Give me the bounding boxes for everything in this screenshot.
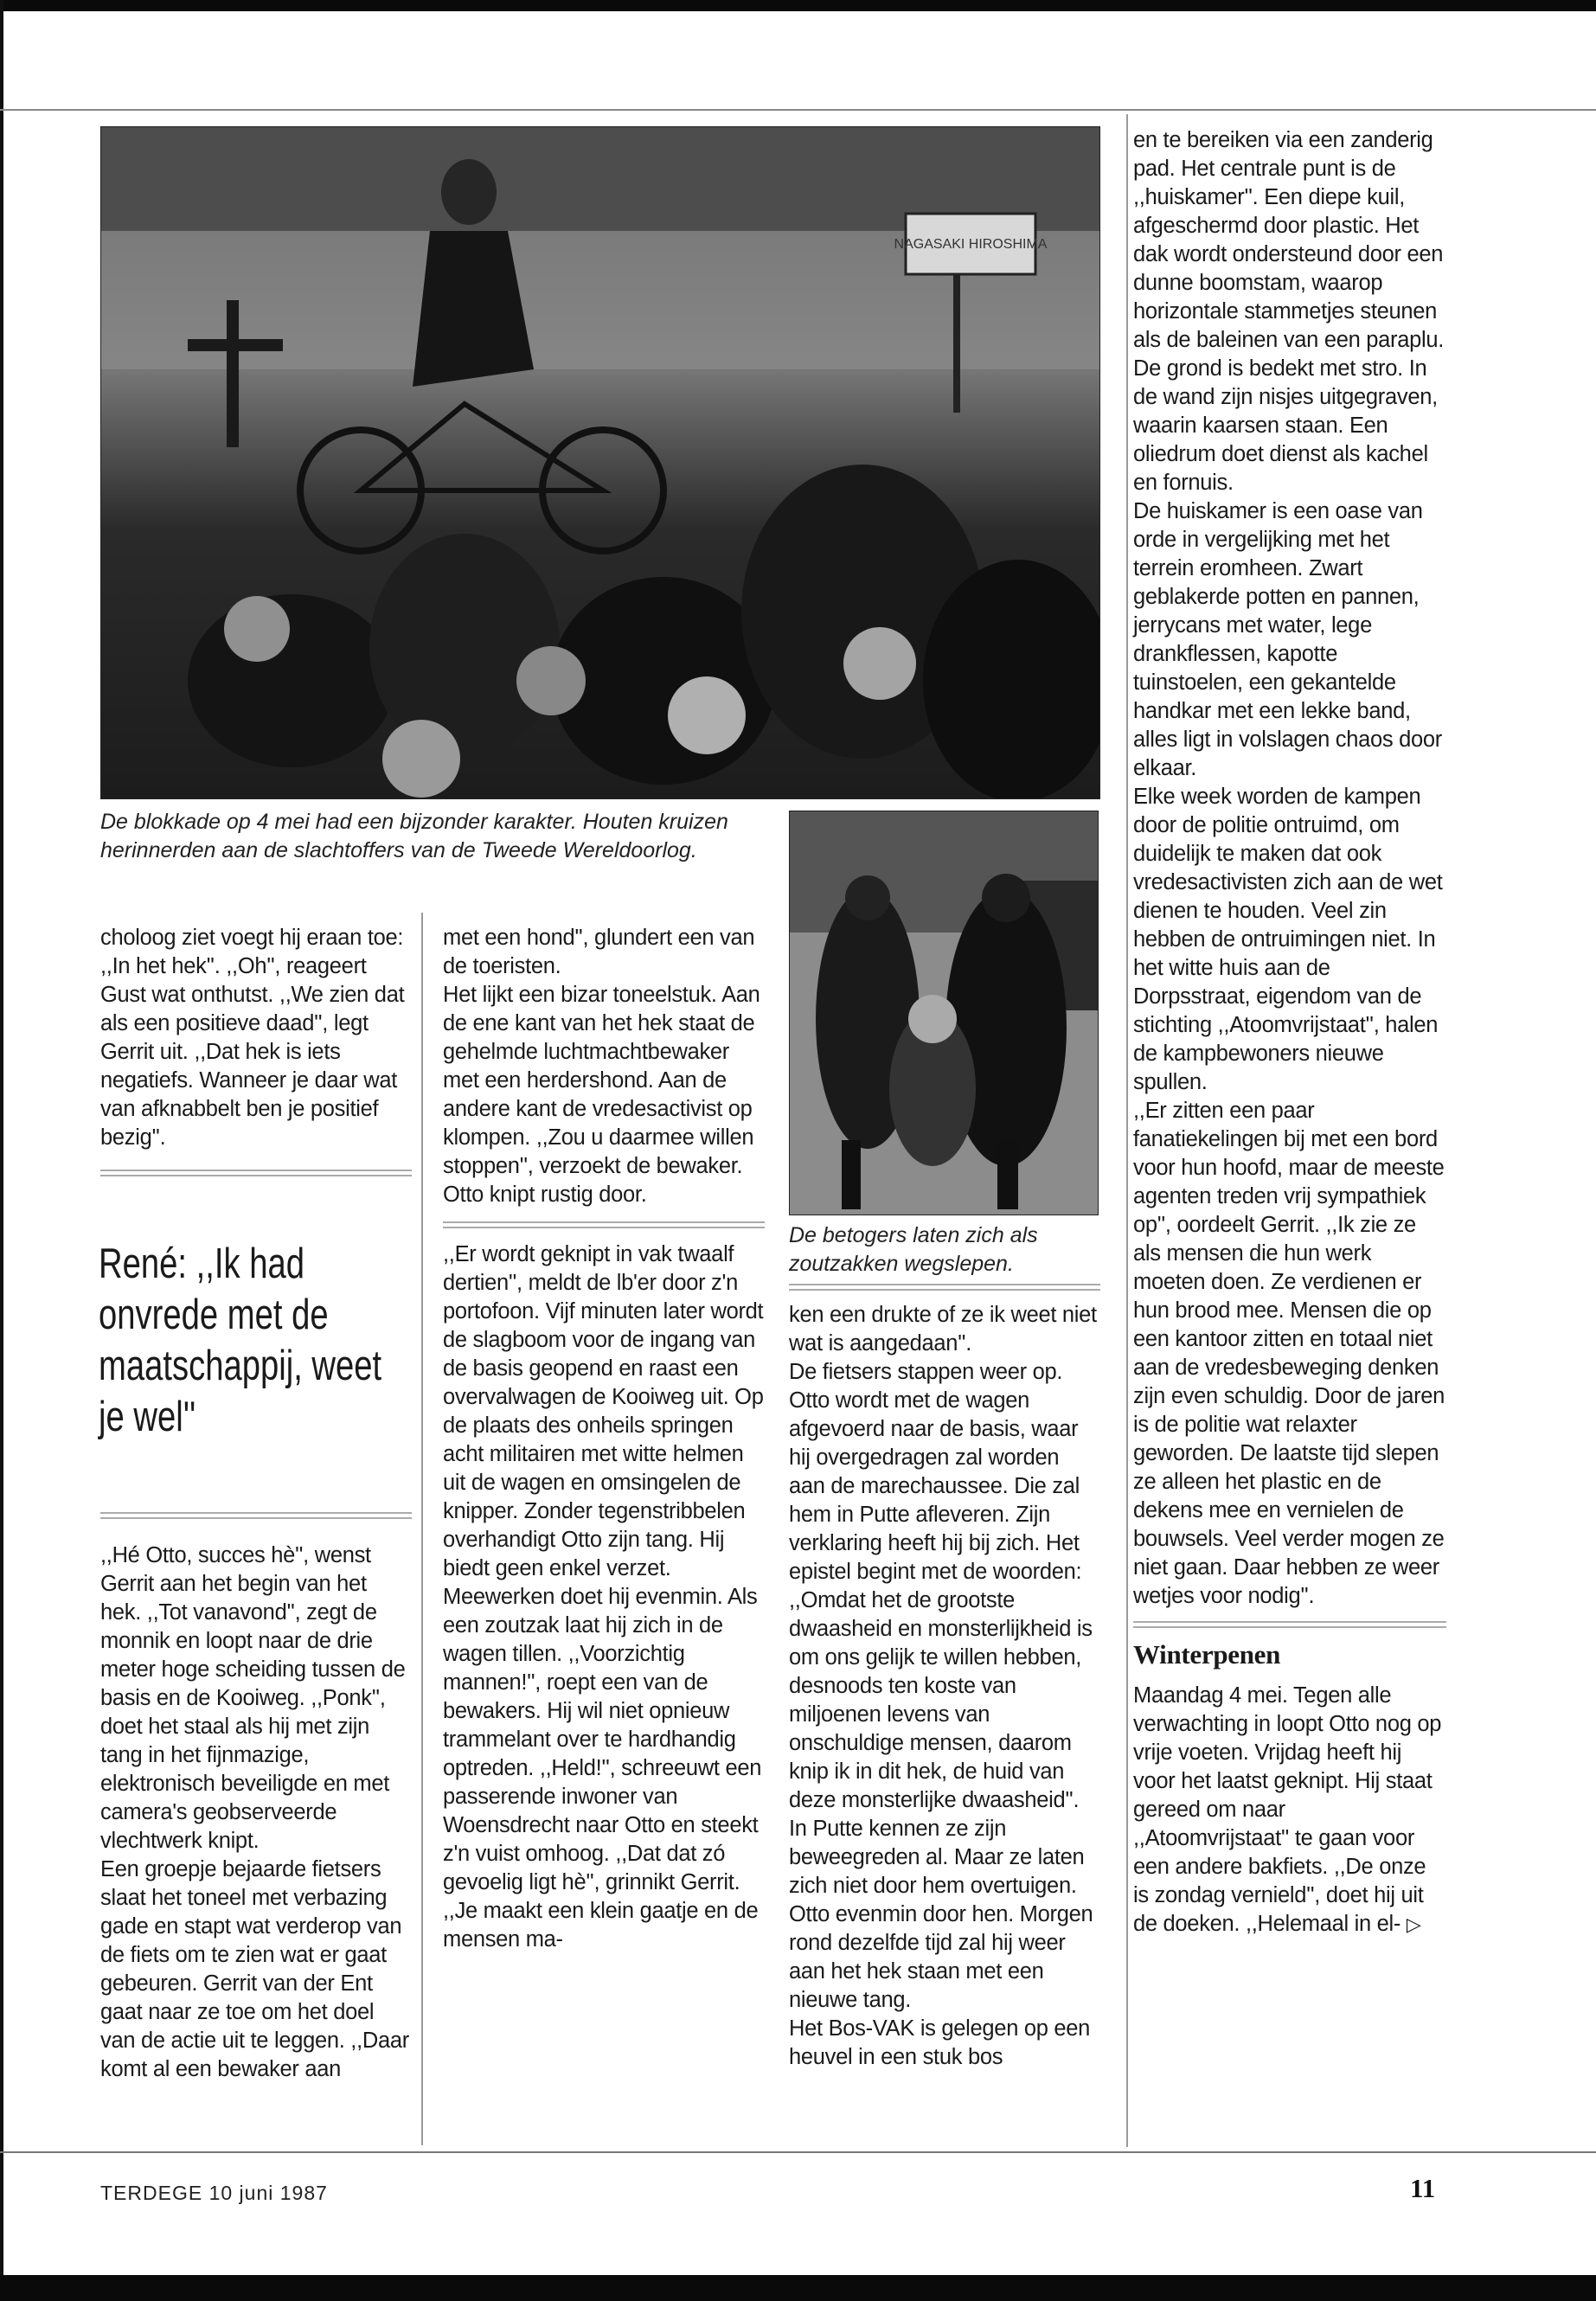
small-photo-caption: De betogers laten zich als zoutzakken wegslepen. — [789, 1223, 1038, 1276]
page-edge-rule — [0, 109, 1596, 111]
paragraph: ,,Hé Otto, succes hè'', wenst Gerrit aan het begin van het hek. ,,Tot vanavond'', zegt de monnik en loopt naar de drie meter hoge scheiding tussen de basis en de Kooiweg. ,,Ponk'', doet het staal als hij met zijn tang in het fijnmazige, elektronisch beveiligde en met camera's geobserveerde vlechtwerk knipt. — [100, 1543, 406, 1853]
paragraph: Meewerken doet hij evenmin. Als een zoutzak laat hij zich in de wagen tillen. ,,Voorzichtig mannen!'', roept een van de bewakers. Hij wil niet opnieuw trammelant over te hardhandig optreden. ,,Held!'', schreeuwt een passerende inwoner van Woensdrecht naar Otto en steekt z'n vuist omhoog. ,,Dat dat zó gevoelig ligt hè'', grinnikt Gerrit. ,,Je maakt een klein gaatje en de mensen ma- — [443, 1585, 762, 1952]
scan-border-top — [0, 0, 1596, 11]
paragraph-text: Maandag 4 mei. Tegen alle verwachting in loopt Otto nog op vrije voeten. Vrijdag heeft hij voor het laatst geknipt. Hij staat gereed om naar ,,Atoomvrijstaat'' te gaan voor een andere bakfiets. ,,De onze is zondag vernield'', doet hij uit de doeken. ,,Helemaal in el- — [1133, 1683, 1442, 1936]
column-rule — [421, 913, 423, 2145]
pull-quote: René: ,,Ik had onvrede met de maatschappij, weet je wel'' — [99, 1240, 382, 1440]
column-divider — [789, 1284, 1100, 1291]
footer-rule — [0, 2151, 1596, 2153]
column-4 — [1133, 126, 1446, 1939]
scan-border-left — [0, 0, 3, 2301]
paragraph: ken een drukte of ze ik weet niet wat is aangedaan''. — [789, 1303, 1097, 1356]
paragraph: De huiskamer is een oase van orde in vergelijking met het terrein eromheen. Zwart geblakerde potten en pannen, jerrycans met water, lege drankflessen, kapotte tuinstoelen, een gekantelde handkar met een lekke band, alles ligt in volslagen chaos door elkaar. — [1133, 499, 1442, 780]
paragraph: Elke week worden de kampen door de politie ontruimd, om duidelijk te maken dat ook vredesactivisten zich aan de wet dienen te houden. Veel zin hebben de ontruimingen niet. In het witte huis aan de Dorpsstraat, eigendom van de stichting ,,Atoomvrijstaat'', halen de kampbewoners nieuwe spullen. — [1133, 785, 1443, 1094]
column-divider — [1133, 1621, 1446, 1628]
column-1-bottom — [100, 1512, 412, 2084]
paragraph: De fietsers stappen weer op. Otto wordt met de wagen afgevoerd naar de basis, waar hij overgedragen zal worden aan de marechaussee. Die zal hem in Putte afleveren. Zijn verklaring heeft hij bij zich. Het epistel begint met de woorden: ,,Omdat het de grootste dwaasheid en monsterlijkheid is om ons gelijk te willen hebben, desnoods ten koste van miljoenen levens van onschuldige mensen, daarom knip ik in dit hek, de huid van deze monsterlijke dwaasheid''. In Putte kennen ze zijn beweegreden al. Maar ze laten zich niet door hem overtuigen. Otto evenmin door hen. Morgen rond dezelfde tijd zal hij weer aan het hek staan met een nieuwe tang. — [789, 1360, 1093, 2012]
continue-arrow-icon: ▷ — [1406, 1913, 1421, 1935]
paragraph: choloog ziet voegt hij eraan toe: ,,In het hek''. ,,Oh'', reageert Gust wat onthutst. ,,We zien dat als een positieve daad'', legt Gerrit uit. ,,Dat hek is iets negatiefs. Wanneer je daar wat van afknabbelt ben je positief bezig''. — [100, 926, 405, 1150]
paragraph: Het lijkt een bizar toneelstuk. Aan de ene kant van het hek staat de gehelmde luchtmachtbewaker met een herdershond. Aan de andere kant de vredesactivist op klompen. ,,Zou u daarmee willen stoppen'', verzoekt de bewaker. Otto knipt rustig door. — [443, 983, 760, 1207]
photo-sign-text: NAGASAKI HIROSHIMA — [894, 237, 1048, 252]
paragraph: Het Bos-VAK is gelegen op een heuvel in een stuk bos — [789, 2016, 1091, 2069]
main-photo-caption: De blokkade op 4 mei had een bijzonder karakter. Houten kruizen herinnerden aan de slachtoffers van de Tweede Wereldoorlog. — [100, 810, 728, 862]
column-divider — [100, 1170, 412, 1176]
footer-publication: TERDEGE 10 juni 1987 — [100, 2182, 328, 2204]
paragraph: ,,Er zitten een paar fanatiekelingen bij met een bord voor hun hoofd, maar de meeste agenten treden vrij sympathiek op'', oordeelt Gerrit. ,,Ik zie ze als mensen die hun werk moeten doen. Ze verdienen er hun brood mee. Mensen die op een kantoor zitten en totaal niet aan de vredesbeweging denken zijn even schuldig. Door de jaren is de politie wat relaxter geworden. De laatste tijd slepen ze alleen het plastic en de dekens mee en vernielen de bouwsels. Veel verder mogen ze niet gaan. Daar hebben ze weer wetjes voor nodig''. — [1133, 1099, 1445, 1608]
column-3 — [789, 1284, 1100, 2072]
column-rule — [1126, 114, 1128, 2147]
small-photo-dragged — [789, 811, 1099, 1215]
paragraph: en te bereiken via een zanderig pad. Het centrale punt is de ,,huiskamer''. Een diepe kuil, afgeschermd door plastic. Het dak wordt ondersteund door een dunne boomstam, waarop horizontale stammetjes steunen als de baleinen van een paraplu. De grond is bedekt met stro. In de wand zijn nisjes uitgegraven, waarin kaarsen staan. Een oliedrum doet dienst als kachel en fornuis. — [1133, 128, 1445, 495]
scan-border-bottom — [0, 2275, 1596, 2301]
column-divider — [443, 1221, 765, 1228]
column-2 — [443, 924, 765, 1954]
paragraph: met een hond'', glundert een van de toeristen. — [443, 926, 755, 978]
paragraph: ,,Er wordt geknipt in vak twaalf dertien'', meldt de lb'er door z'n portofoon. Vijf minuten later wordt de slagboom voor de ingang van de basis geopend en raast een overvalwagen de Kooiweg uit. Op de plaats des onheils springen acht militairen met witte helmen uit de wagen en omsingelen de knipper. Zonder tegenstribbelen overhandigt Otto zijn tang. Hij biedt geen enkel verzet. — [443, 1242, 764, 1580]
page-number: 11 — [1410, 2173, 1436, 2203]
paragraph: Een groepje bejaarde fietsers slaat het toneel met verbazing gade en stapt wat verderop van de fiets om te zien wat er gaat gebeuren. Gerrit van der Ent gaat naar ze toe om het doel van de actie uit te leggen. ,,Daar komt al een bewaker aan — [100, 1857, 409, 2081]
column-1-top — [100, 924, 412, 1190]
main-photo-blockade — [100, 126, 1100, 799]
subhead-winterpenen: Winterpenen — [1133, 1639, 1281, 1670]
paragraph — [1133, 1682, 1446, 1939]
column-divider — [100, 1512, 412, 1519]
